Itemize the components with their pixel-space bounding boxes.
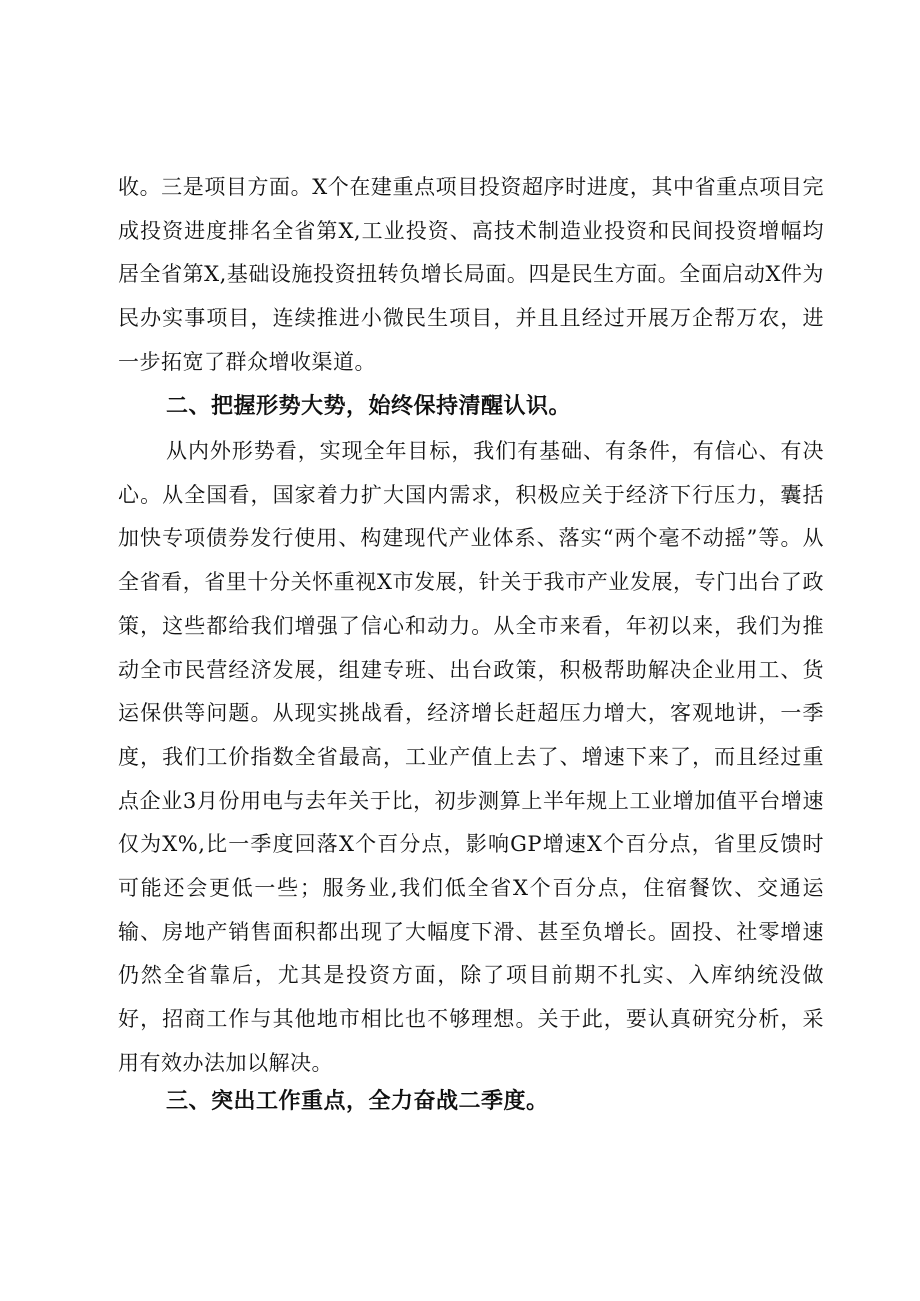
section-heading-3: 三、突出工作重点，全力奋战二季度。: [166, 1089, 549, 1114]
body-paragraph-2: 从内外形势看，实现全年目标，我们有基础、有条件，有信心、有决心。从全国看，国家着力扩大国内需求，积极应关于经济下行压力，囊括加快专项债券发行使用、构建现代产业体系、落实“两个毫不动摇”等。从全省看，省里十分关怀重视X市发展，针关于我市产业发展，专门出台了政策，这些都给我们增强了信心和动力。从全市来看，年初以来，我们为推动全市民营经济发展，组建专班、出台政策，积极帮助解决企业用工、货运保供等问题。从现实挑战看，经济增长赶超压力增大，客观地讲，一季度，我们工价指数全省最高，工业产值上去了、增速下来了，而且经过重点企业3月份用电与去年关于比，初步测算上半年规上工业增加值平台增速仅为X%,比一季度回落X个百分点，影响GP增速X个百分点，省里反馈时可能还会更低一些；服务业,我们低全省X个百分点，住宿餐饮、交通运输、房地产销售面积都出现了大幅度下滑、甚至负增长。固投、社零增速仍然全省靠后，尤其是投资方面，除了项目前期不扎实、入库纳统没做好，招商工作与其他地市相比也不够理想。关于此，要认真研究分析，采用有效办法加以解决。: [118, 439, 824, 1075]
section-heading-2: 二、把握形势大势，始终保持清醒认识。: [166, 394, 572, 419]
body-paragraph-1: 收。三是项目方面。X个在建重点项目投资超序时进度，其中省重点项目完成投资进度排名全省第X,工业投资、高技术制造业投资和民间投资增幅均居全省第X,基础设施投资扭转负增长局面。四是民生方面。全面启动X件为民办实事项目，连续推进小微民生项目，并且且经过开展万企帮万农，进一步拓宽了群众增收渠道。: [118, 175, 824, 374]
